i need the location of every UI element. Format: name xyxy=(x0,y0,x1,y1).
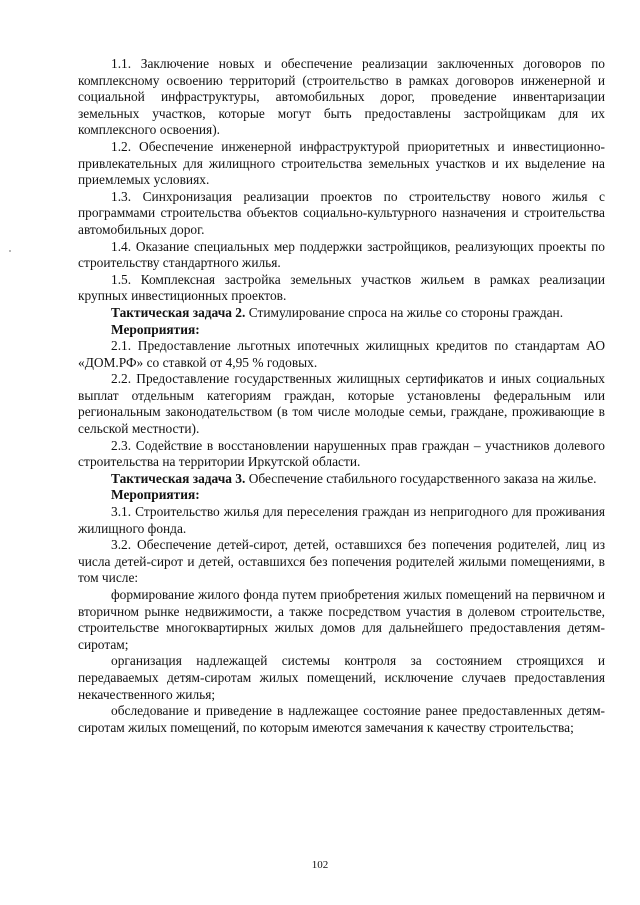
paragraph-1-1: 1.1. Заключение новых и обеспечение реализации заключенных договоров по комплексному освоению территорий (строительство в рамках договоров инженерной и социальной инфраструктуры, автомобильных дорог, проведение инвентаризации земельных участков, которые могут быть предоставлены застройщикам для их комплексного освоения). xyxy=(78,56,605,138)
paragraph-3-1: 3.1. Строительство жилья для переселения граждан из непригодного для проживания жилищного фонда. xyxy=(78,504,605,536)
paragraph-2-2: 2.2. Предоставление государственных жилищных сертификатов и иных социальных выплат отдельным категориям граждан, которые установлены федеральным или региональным законодательством (в том числе молодые семьи, граждане, проживающие в сельской местности). xyxy=(78,371,605,437)
paragraph-2-3: 2.3. Содействие в восстановлении нарушенных прав граждан – участников долевого строительства на территории Иркутской области. xyxy=(78,437,605,470)
paragraph-3-2: 3.2. Обеспечение детей-сирот, детей, оставшихся без попечения родителей, лиц из числа детей-сирот и детей, оставшихся без попечения родителей жилыми помещениями, в том числе: xyxy=(78,537,605,586)
list-item-control-system: организация надлежащей системы контроля за состоянием строящихся и передаваемых детям-сиротам жилых помещений, исключение случаев предоставления некачественного жилья; xyxy=(78,653,605,702)
tactical-task-2: Тактическая задача 2. Стимулирование спроса на жилье со стороны граждан. xyxy=(111,304,564,320)
paragraph-1-4: 1.4. Оказание специальных мер поддержки застройщиков, реализующих проекты по строительству стандартного жилья. xyxy=(78,238,605,271)
page-number: 102 xyxy=(311,859,329,871)
scan-artifact xyxy=(9,250,11,252)
paragraph-1-3: 1.3. Синхронизация реализации проектов по строительству нового жилья с программами строительства объектов социально-культурного назначения и строительства автомобильных дорог. xyxy=(78,188,605,237)
tactical-task-2-heading: Тактическая задача 2. xyxy=(111,304,246,320)
document-body xyxy=(78,56,605,736)
measures-heading-3: Мероприятия: xyxy=(111,487,200,503)
paragraph-1-2: 1.2. Обеспечение инженерной инфраструктурой приоритетных и инвестиционно-привлекательных для жилищного строительства земельных участков и их выделение на приемлемых условиях. xyxy=(78,138,605,188)
paragraph-1-5: 1.5. Комплексная застройка земельных участков жильем в рамках реализации крупных инвестиционных проектов. xyxy=(78,271,605,304)
tactical-task-3: Тактическая задача 3. Обеспечение стабильного государственного заказа на жилье. xyxy=(111,470,597,486)
list-item-inspection: обследование и приведение в надлежащее состояние ранее предоставленных детям-сиротам жилых помещений, по которым имеются замечания к качеству строительства; xyxy=(78,703,605,735)
measures-heading-2: Мероприятия: xyxy=(111,321,200,337)
tactical-task-3-heading: Тактическая задача 3. xyxy=(111,470,246,486)
list-item-housing-fund: формирование жилого фонда путем приобретения жилых помещений на первичном и вторичном рынке недвижимости, а также посредством участия в долевом строительстве, строительстве многоквартирных жилых домов для дальнейшего предоставления детям-сиротам; xyxy=(78,587,605,652)
paragraph-2-1: 2.1. Предоставление льготных ипотечных жилищных кредитов по стандартам АО «ДОМ.РФ» со ставкой от 4,95 % годовых. xyxy=(78,338,605,370)
